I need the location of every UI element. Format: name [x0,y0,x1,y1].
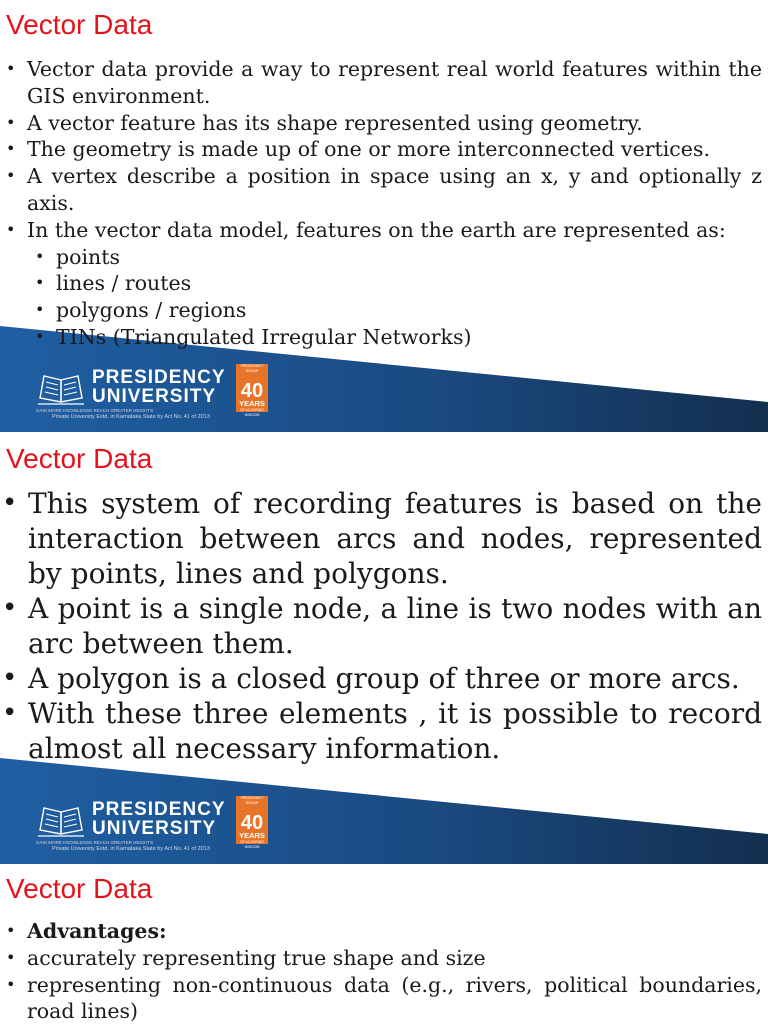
bullet-item: • representing non-continuous data (e.g., rivers, political boundaries, road lines) [6,972,762,1024]
bullet-item: • Vector data provide a way to represent real world features within the GIS environment. [6,57,762,108]
bullet-item: • Advantages: [6,919,167,943]
bullet-item: • A point is a single node, a line is two nodes with an arc between them. [2,592,762,660]
badge-number: 40 [240,812,264,834]
badge-number: 40 [240,380,264,402]
logo-fineprint: Private University Estd. in Karnataka State by Act No. 41 of 2013 [52,414,210,420]
university-logo [36,364,276,428]
sub-bullet-item: • polygons / regions [35,298,247,323]
badge-bottom-text: OF ACADEMIC WISDOM [239,408,265,417]
badge-top-text: PRESIDENCY GROUP [240,364,264,373]
university-logo [36,796,276,860]
badge-bottom-text: OF ACADEMIC WISDOM [239,840,265,849]
bullet-item: • With these three elements , it is possible to record almost all necessary information. [2,697,762,765]
book-emblem-icon [36,806,86,840]
book-emblem-icon [36,374,86,408]
bullet-item: • A vector feature has its shape represented using geometry. [6,110,643,135]
logo-line-2: UNIVERSITY [92,386,217,407]
slide-title: Vector Data [6,873,153,904]
badge-word: YEARS [239,831,265,840]
sub-bullet-item: • TINs (Triangulated Irregular Networks) [35,324,472,349]
slide-title: Vector Data [6,443,153,474]
emblem-caption: GAIN MORE KNOWLEDGE REACH GREATER HEIGHTS [36,840,154,845]
badge-top-text: PRESIDENCY GROUP [240,796,264,805]
bullet-item: • This system of recording features is based on the interaction between arcs and nodes, represented by points, lines and polygons. [2,487,762,590]
slide-body [0,56,762,351]
bullet-list [0,486,762,766]
logo-line-2: UNIVERSITY [92,818,217,839]
slide-1 [0,0,768,432]
bullet-list [0,56,762,351]
bullet-item: • A vertex describe a position in space using an x, y and optionally z axis. [6,164,762,215]
bullet-list [0,918,762,1024]
bullet-item: • A polygon is a closed group of three or more arcs. [2,662,740,695]
anniversary-badge [236,364,268,417]
sub-bullet-item: • lines / routes [35,271,192,296]
slide-body [0,918,762,1024]
bullet-item: • In the vector data model, features on the earth are represented as: [6,217,726,242]
sub-bullet-item: • points [35,244,120,269]
bullet-item: • accurately representing true shape and size [6,945,486,970]
logo-fineprint: Private University Estd. in Karnataka State by Act No. 41 of 2013 [52,846,210,852]
badge-word: YEARS [239,399,265,408]
emblem-caption: GAIN MORE KNOWLEDGE REACH GREATER HEIGHTS [36,408,154,413]
slide-title: Vector Data [6,9,153,40]
slide-2 [0,432,768,864]
anniversary-badge [236,796,268,849]
slide-3 [0,864,768,1024]
slide-body [0,486,762,766]
logo-line-1: PRESIDENCY [92,367,226,388]
bullet-item: • The geometry is made up of one or more interconnected vertices. [6,137,710,162]
logo-line-1: PRESIDENCY [92,799,226,820]
